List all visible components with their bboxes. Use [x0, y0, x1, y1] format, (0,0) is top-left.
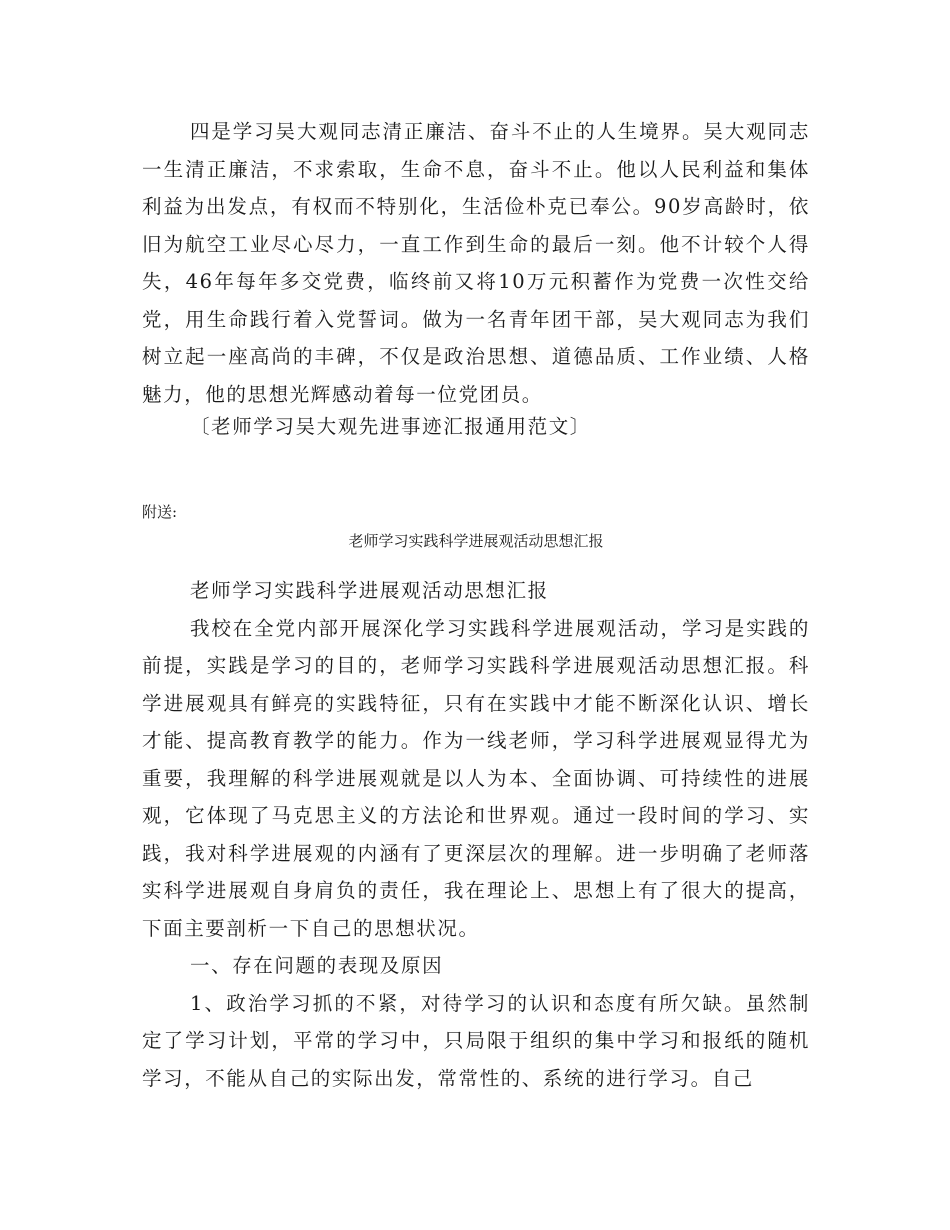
report-intro-paragraph: 我校在全党内部开展深化学习实践科学进展观活动，学习是实践的前提，实践是学习的目的，老师学习实践科学进展观活动思想汇报。科学进展观具有鲜亮的实践特征，只有在实践中才能不断深化认识、增长才能、提高教育教学的能力。作为一线老师，学习科学进展观显得尤为重要，我理解的科学进展观就是以人为本、全面协调、可持续性的进展观，它体现了马克思主义的方法论和世界观。通过一段时间的学习、实践，我对科学进展观的内涵有了更深层次的理解。进一步明确了老师落实科学进展观自身肩负的责任，我在理论上、思想上有了很大的提高，下面主要剖析一下自己的思想状况。	[142, 616, 810, 940]
section-four-paragraph: 四是学习吴大观同志清正廉洁、奋斗不止的人生境界。吴大观同志一生清正廉洁，不求索取，生命不息，奋斗不止。他以人民利益和集体利益为出发点，有权而不特别化，生活俭朴克已奉公。90岁高龄时，依旧为航空工业尽心尽力，一直工作到生命的最后一刻。他不计较个人得失，46年每年多交党费，临终前又将10万元积蓄作为党费一次性交给党，用生命践行着入党誓词。做为一名青年团干部，吴大观同志为我们树立起一座高尚的丰碑，不仅是政治思想、道德品质、工作业绩、人格魅力，他的思想光辉感动着每一位党团员。	[142, 120, 810, 406]
source-note: 〔老师学习吴大观先进事迹汇报通用范文〕	[190, 415, 591, 438]
section-four-block	[142, 113, 810, 413]
report-body	[142, 572, 810, 1097]
appendix-title: 老师学习实践科学进展观活动思想汇报	[348, 532, 604, 550]
section-one-heading: 一、存在问题的表现及原因	[190, 954, 444, 977]
point-one-paragraph: 1、政治学习抓的不紧，对待学习的认识和态度有所欠缺。虽然制定了学习计划，平常的学习中，只局限于组织的集中学习和报纸的随机学习，不能从自己的实际出发，常常性的、系统的进行学习。自己	[142, 991, 810, 1090]
appendix-label: 附送:	[142, 503, 178, 521]
report-heading: 老师学习实践科学进展观活动思想汇报	[190, 579, 549, 602]
